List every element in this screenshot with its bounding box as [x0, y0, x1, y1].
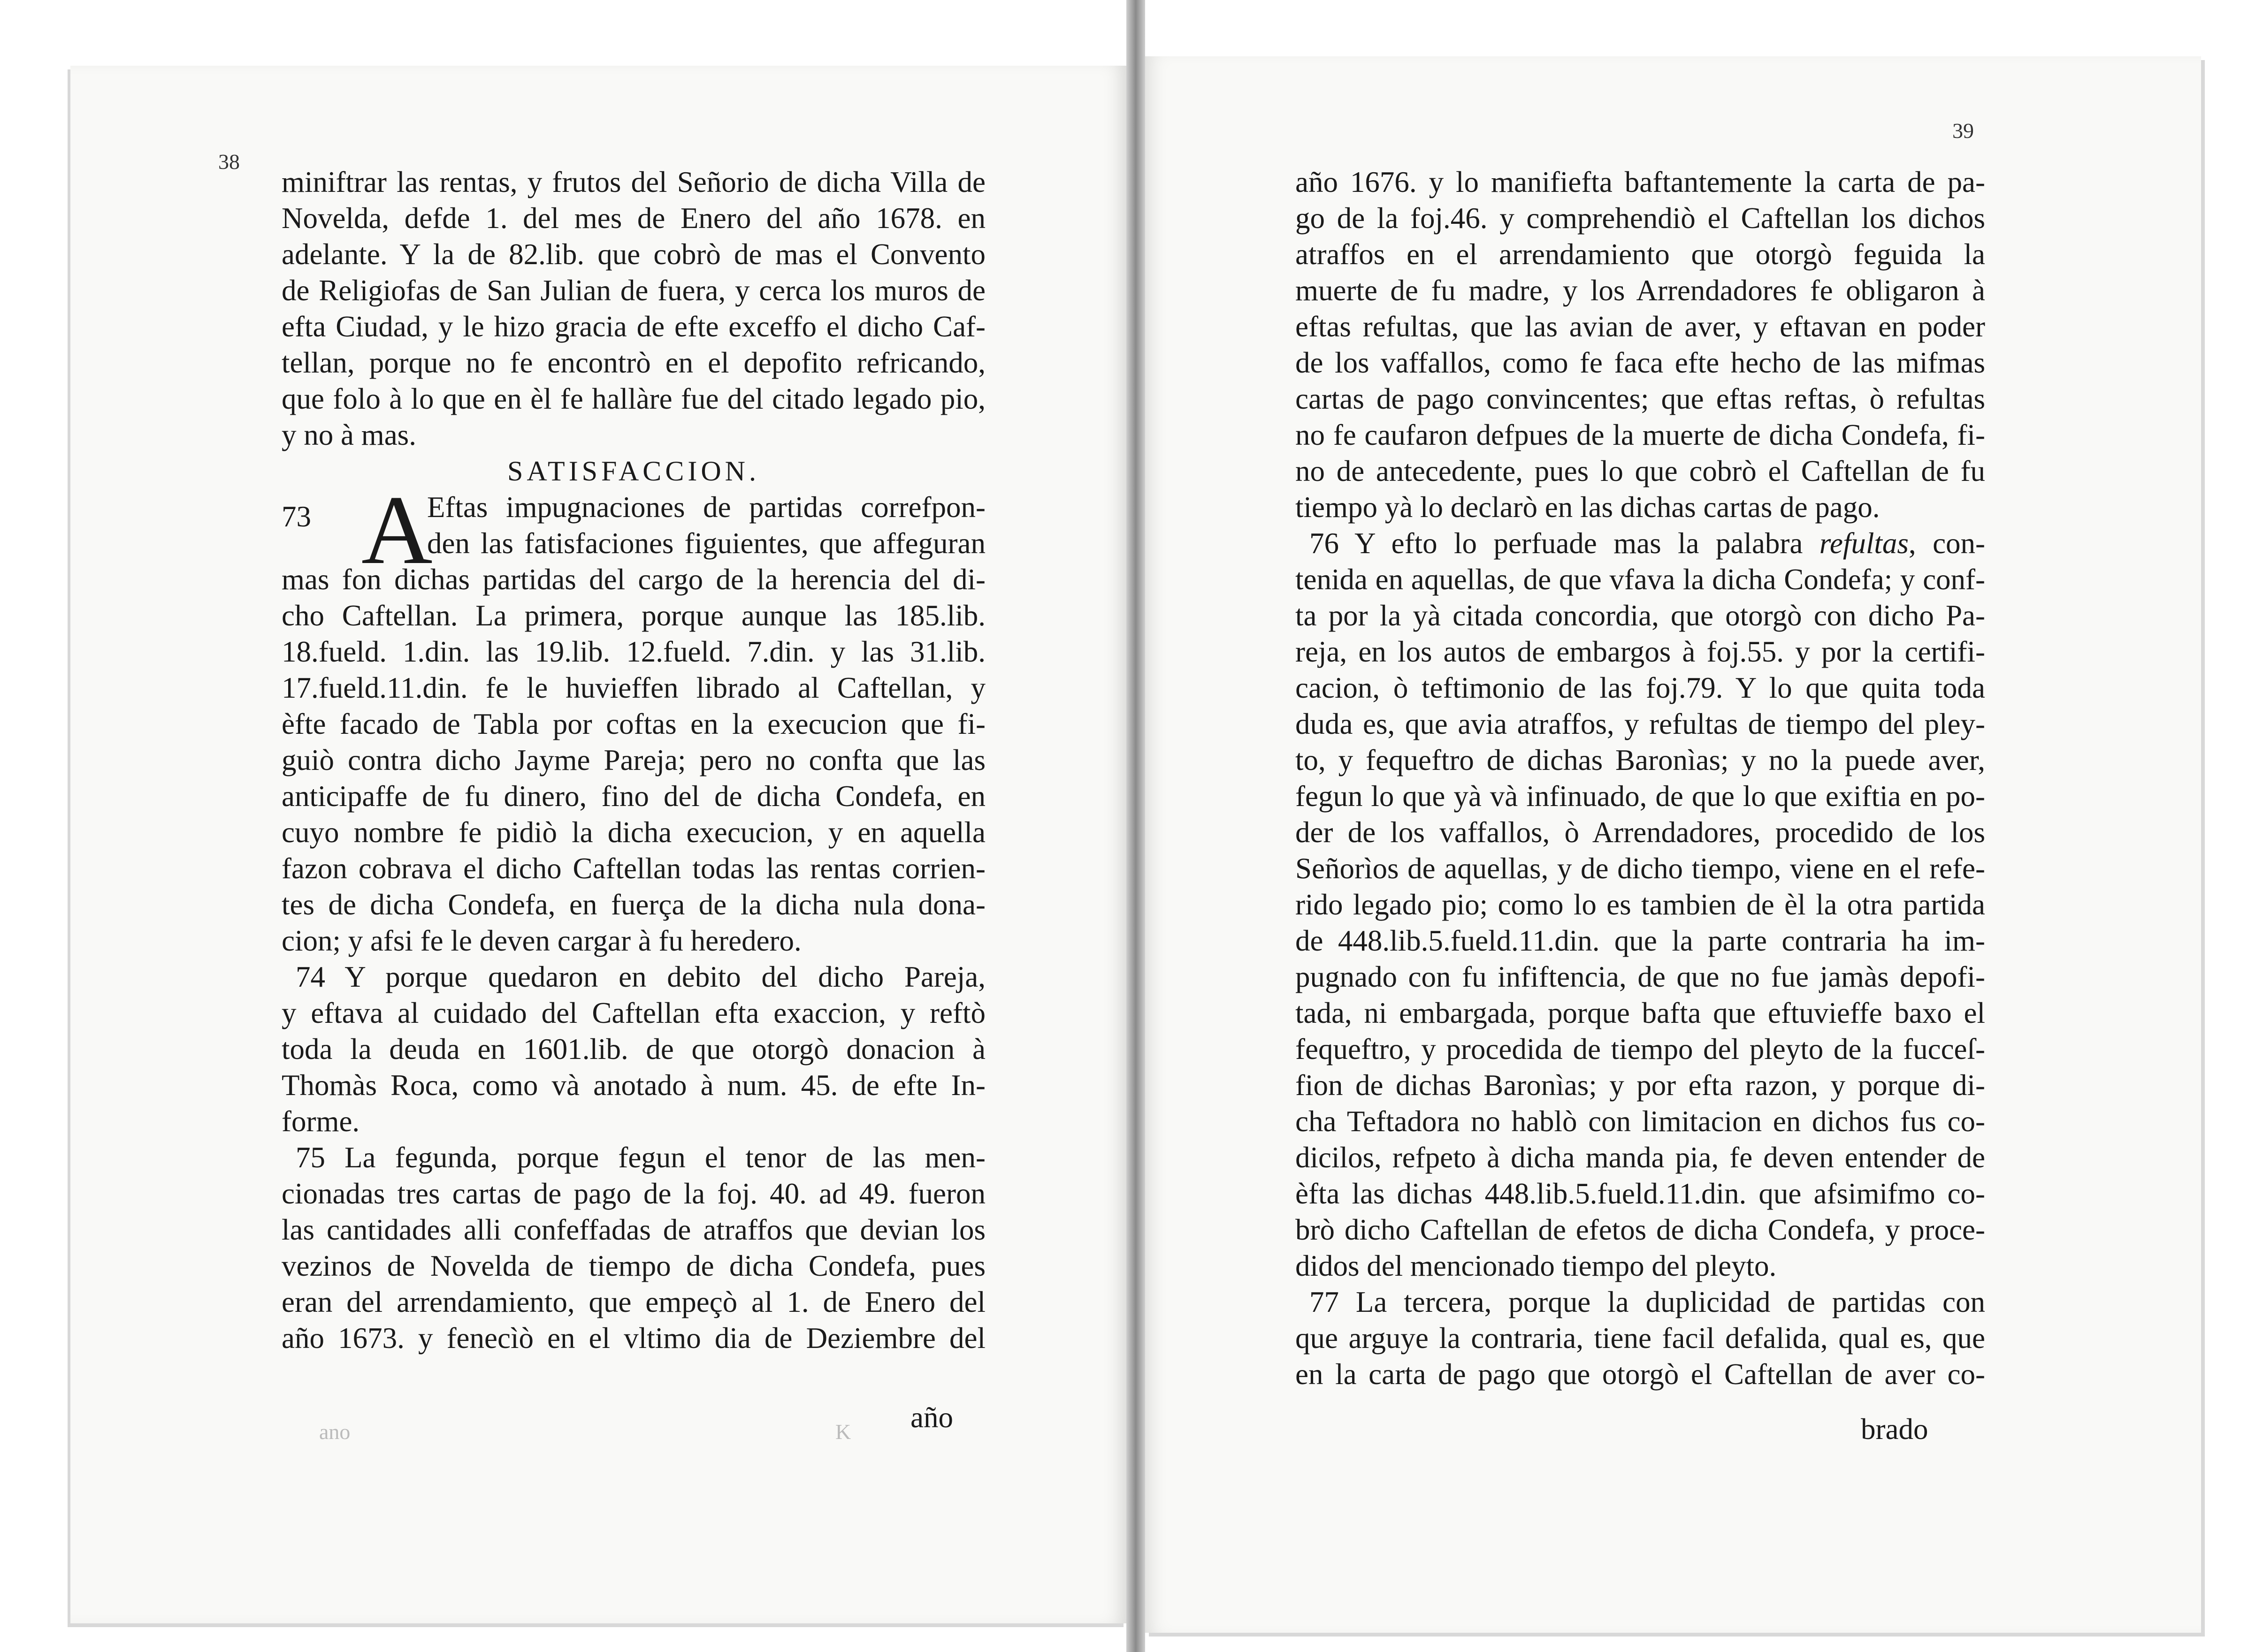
text-line: guiò contra dicho Jayme Pareja; pero no confta que las	[282, 744, 986, 777]
text-line: adelante. Y la de 82.lib. que cobrò de mas el Convento	[282, 238, 986, 271]
text-line: no de antecedente, pues lo que cobrò el Caftellan de fu	[1295, 455, 1985, 487]
text-line: cacion, ò teftimonio de las foj.79. Y lo que quita toda	[1295, 671, 1985, 704]
paragraph-number: 77	[1309, 1286, 1339, 1318]
text-line: pugnado con fu infiftencia, de que no fue jamàs depofi-	[1295, 960, 1985, 993]
text-line: que folo à lo que en èl fe hallàre fue del citado legado pio,	[282, 382, 986, 415]
paragraph-number: 76	[1309, 527, 1339, 560]
text-line: tada, ni embargada, porque bafta que eftuvieffe baxo el	[1295, 997, 1985, 1029]
text-line: efta Ciudad, y le hizo gracia de efte exceffo el dicho Caf-	[282, 310, 986, 343]
text-span: , con-	[1908, 527, 1985, 560]
text-line: tenida en aquellas, de que vfava la dicha Condefa; y conf-	[1295, 563, 1985, 596]
text-line: Señorìos de aquellas, y de dicho tiempo, viene en el refe-	[1295, 852, 1985, 885]
text-line: muerte de fu madre, y los Arrendadores fe obligaron à	[1295, 274, 1985, 307]
paragraph-number: 73	[282, 500, 311, 533]
text-line: tellan, porque no fe encontrò en el depofito refricando,	[282, 346, 986, 379]
text-line: duda es, que avia atraffos, y refultas de tiempo del pley-	[1295, 708, 1985, 740]
text-line: vezinos de Novelda de tiempo de dicha Condefa, pues	[282, 1249, 986, 1282]
text-line: y no à mas.	[282, 419, 416, 451]
text-line: año 1676. y lo manifiefta baftantemente la carta de pa-	[1295, 166, 1985, 198]
right-page-text	[1295, 164, 1985, 1393]
text-line: brò dicho Caftellan de efetos de dicha Condefa, y proce-	[1295, 1213, 1985, 1246]
text-line: cionadas tres cartas de pago de la foj. 40. ad 49. fueron	[282, 1177, 986, 1210]
text-line	[1295, 1284, 1985, 1320]
catchword: brado	[1861, 1413, 1928, 1446]
text-line: èfte facado de Tabla por coftas en la execucion que fi-	[282, 708, 986, 740]
text-line	[282, 959, 986, 995]
paragraph-number: 75	[296, 1141, 325, 1174]
text-span: La fegunda, porque fegun el tenor de las men-	[344, 1141, 986, 1174]
text-line: anticipaffe de fu dinero, fino del de dicha Condefa, en	[282, 780, 986, 813]
text-line: cha Teftadora no hablò con limitacion en dichos fus co-	[1295, 1105, 1985, 1138]
text-line: eran del arrendamiento, que empeçò al 1. de Enero del	[282, 1286, 986, 1318]
text-line: tiempo yà lo declarò en las dichas cartas de pago.	[1295, 491, 1880, 524]
text-span: Y porque quedaron en debito del dicho Pareja,	[344, 960, 986, 993]
text-line: miniftrar las rentas, y frutos del Señorio de dicha Villa de	[282, 166, 986, 198]
paragraph-75	[282, 1140, 986, 1356]
left-page-number: 38	[218, 150, 240, 174]
text-line: fion de dichas Baronìas; y por efta razon, y porque di-	[1295, 1069, 1985, 1102]
text-line: tes de dicha Condefa, en fuerça de la dicha nula dona-	[282, 888, 986, 921]
text-line: y eftava al cuidado del Caftellan efta exaccion, y reftò	[282, 997, 986, 1029]
text-line: ta por la yà citada concordia, que otorgò con dicho Pa-	[1295, 599, 1985, 632]
text-line: cion; y afsi fe le deven cargar à fu heredero.	[282, 924, 802, 957]
section-heading: SATISFACCION.	[507, 456, 760, 487]
text-line: 18.fueld. 1.din. las 19.lib. 12.fueld. 7.din. y las 31.lib.	[282, 635, 986, 668]
text-span: La tercera, porque la duplicidad de partidas con	[1355, 1286, 1985, 1318]
text-line: año 1673. y fenecìò en el vltimo dia de Deziembre del	[282, 1322, 986, 1355]
text-span: Y efto lo perfuade mas la palabra	[1354, 527, 1803, 560]
signature-mark: ano	[319, 1420, 351, 1444]
text-line: Novelda, defde 1. del mes de Enero del año 1678. en	[282, 202, 986, 235]
text-line	[282, 1140, 986, 1176]
text-line: to, y fequeftro de dichas Baronìas; y no la puede aver,	[1295, 744, 1985, 777]
text-line: mas fon dichas partidas del cargo de la herencia del di-	[282, 563, 986, 596]
text-line: 17.fueld.11.din. fe le huvieffen librado al Caftellan, y	[282, 671, 986, 704]
text-line: cartas de pago convincentes; que eftas reftas, ò refultas	[1295, 382, 1985, 415]
text-line: que arguye la contraria, tiene facil defalida, qual es, que	[1295, 1322, 1985, 1355]
text-line: der de los vaffallos, ò Arrendadores, procedido de los	[1295, 816, 1985, 849]
text-line: cho Caftellan. La primera, porque aunque las 185.lib.	[282, 599, 986, 632]
paragraph-74	[282, 959, 986, 1140]
text-line: las cantidades alli confeffadas de atraffos que devian los	[282, 1213, 986, 1246]
book-gutter	[1126, 0, 1145, 1652]
signature-mark: K	[835, 1420, 851, 1444]
text-line: toda la deuda en 1601.lib. de que otorgò donacion à	[282, 1033, 986, 1066]
paragraph-number: 74	[296, 960, 325, 993]
text-line: èfta las dichas 448.lib.5.fueld.11.din. que afsimifmo co-	[1295, 1177, 1985, 1210]
text-line: de los vaffallos, como fe faca efte hecho de las mifmas	[1295, 346, 1985, 379]
text-line: atraffos en el arrendamiento que otorgò feguida la	[1295, 238, 1985, 271]
paragraph-76	[1295, 525, 1985, 1284]
text-line: en la carta de pago que otorgò el Caftellan de aver co-	[1295, 1358, 1985, 1391]
paragraph-77	[1295, 1284, 1985, 1393]
text-line: go de la foj.46. y comprehendiò el Caftellan los dichos	[1295, 202, 1985, 235]
text-line: fegun lo que yà và infinuado, de que lo que exiftia en po-	[1295, 780, 1985, 813]
text-line: forme.	[282, 1105, 360, 1138]
text-line: Eftas impugnaciones de partidas correfpon-	[427, 491, 986, 524]
text-line: fequeftro, y procedida de tiempo del pleyto de la fucceſ-	[1295, 1033, 1985, 1066]
catchword: año	[910, 1401, 953, 1434]
left-page-text	[282, 164, 986, 1356]
text-line: Thomàs Roca, como và anotado à num. 45. de efte In-	[282, 1069, 986, 1102]
italic-word: refultas	[1819, 527, 1909, 560]
right-page-number: 39	[1952, 119, 1974, 143]
text-line: no fe caufaron defpues de la muerte de dicha Condefa, fi-	[1295, 419, 1985, 451]
text-line: eftas refultas, que las avian de aver, y eftavan en poder	[1295, 310, 1985, 343]
text-line: rido legado pio; como lo es tambien de èl la otra partida	[1295, 888, 1985, 921]
text-line: fazon cobrava el dicho Caftellan todas las rentas corrien-	[282, 852, 986, 885]
text-line: reja, en los autos de embargos à foj.55. y por la certifi-	[1295, 635, 1985, 668]
text-line	[1295, 525, 1985, 562]
text-line: de 448.lib.5.fueld.11.din. que la parte contraria ha im-	[1295, 924, 1985, 957]
paragraph-73	[282, 476, 986, 959]
text-line: den las fatisfaciones figuientes, que affeguran	[427, 527, 986, 560]
text-line: didos del mencionado tiempo del pleyto.	[1295, 1249, 1777, 1282]
text-line: de Religiofas de San Julian de fuera, y cerca los muros de	[282, 274, 986, 307]
text-line: dicilos, refpeto à dicha manda pia, fe deven entender de	[1295, 1141, 1985, 1174]
text-line: cuyo nombre fe pidiò la dicha execucion, y en aquella	[282, 816, 986, 849]
drop-cap: A	[361, 476, 433, 585]
